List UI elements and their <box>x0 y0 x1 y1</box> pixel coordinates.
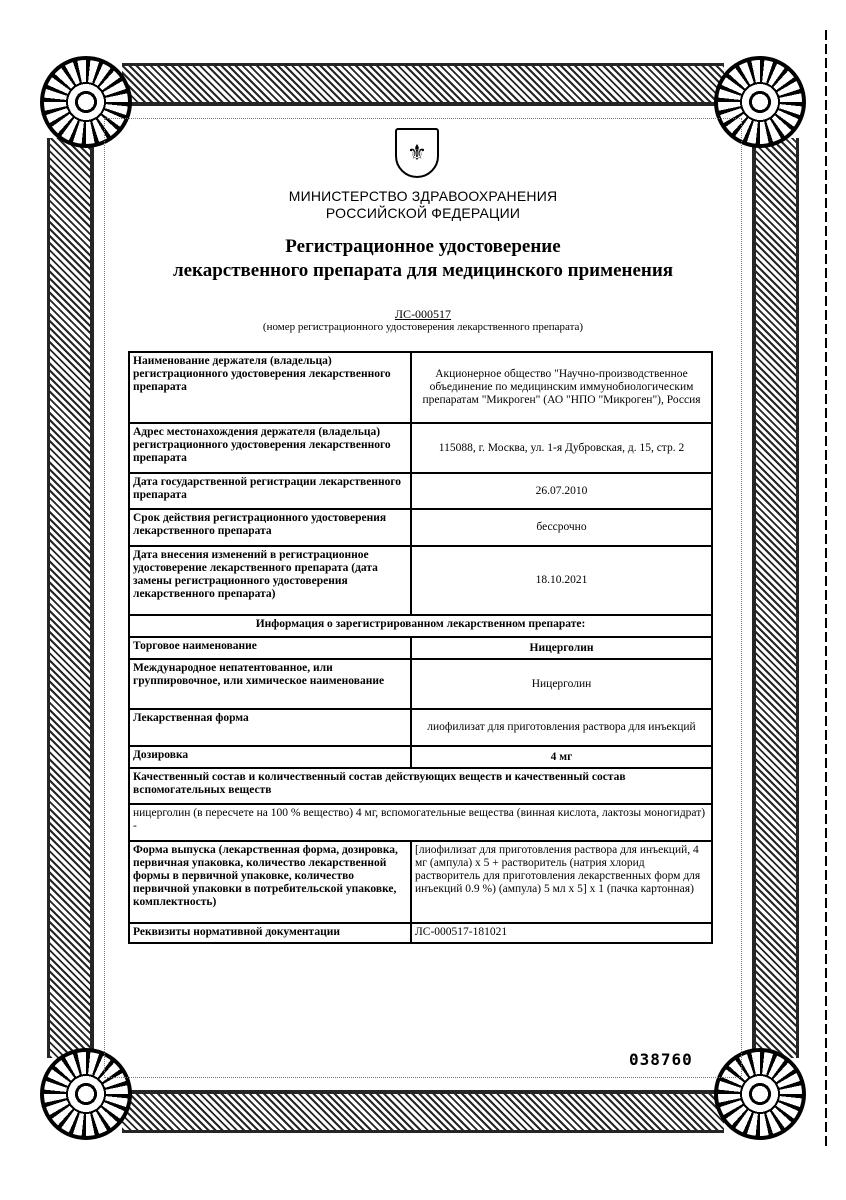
normative-doc-value: ЛС-000517-181021 <box>411 923 712 943</box>
table-row <box>129 659 712 709</box>
release-form-label: Форма выпуска (лекарственная форма, дозировка, первичная упаковка, количество лекарственной формы в первичной упаковке, количество первичной упаковки в потребительской упаковке, комплектность) <box>129 841 411 923</box>
dosage-label: Дозировка <box>129 746 411 768</box>
dosage-form-label: Лекарственная форма <box>129 709 411 746</box>
document-title-line1: Регистрационное удостоверение <box>285 236 561 257</box>
table-row <box>129 509 712 546</box>
serial-number: 038760 <box>629 1050 693 1069</box>
table-row <box>129 352 712 423</box>
ministry-name-line1: МИНИСТЕРСТВО ЗДРАВООХРАНЕНИЯ <box>288 188 558 204</box>
table-row <box>129 709 712 746</box>
normative-doc-label: Реквизиты нормативной документации <box>129 923 411 943</box>
inn-value: Ницерголин <box>411 659 712 709</box>
composition-label: Качественный состав и количественный состав действующих веществ и качественный состав вспомогательных веществ <box>129 768 712 804</box>
dosage-form-value: лиофилизат для приготовления раствора для инъекций <box>411 709 712 746</box>
change-date-value: 18.10.2021 <box>411 546 712 615</box>
inn-label: Международное непатентованное, или группировочное, или химическое наименование <box>129 659 411 709</box>
table-row <box>129 746 712 768</box>
holder-address-label: Адрес местонахождения держателя (владельца) регистрационного удостоверения лекарственного препарата <box>129 423 411 473</box>
registration-date-value: 26.07.2010 <box>411 473 712 509</box>
frame-border-top <box>122 63 724 106</box>
certificate-table <box>128 351 713 944</box>
registration-date-label: Дата государственной регистрации лекарственного препарата <box>129 473 411 509</box>
table-row <box>129 923 712 943</box>
validity-value: бессрочно <box>411 509 712 546</box>
table-row <box>129 841 712 923</box>
table-row <box>129 637 712 659</box>
composition-value: ницерголин (в пересчете на 100 % вещество) 4 мг, вспомогательные вещества (винная кислота, лактозы моногидрат) - <box>129 804 712 841</box>
table-row <box>129 423 712 473</box>
info-section-title: Информация о зарегистрированном лекарственном препарате: <box>129 615 712 637</box>
registration-number-caption: (номер регистрационного удостоверения лекарственного препарата) <box>262 321 584 333</box>
table-row <box>129 546 712 615</box>
trade-name-value: Ницерголин <box>411 637 712 659</box>
holder-address-value: 115088, г. Москва, ул. 1-я Дубровская, д. 15, стр. 2 <box>411 423 712 473</box>
table-row <box>129 768 712 804</box>
ministry-name-line2: РОССИЙСКОЙ ФЕДЕРАЦИИ <box>325 205 521 221</box>
release-form-value: [лиофилизат для приготовления раствора для инъекций, 4 мг (ампула) x 5 + растворитель (натрия хлорид растворитель для приготовления лекарственных форм для инъекций 0.9 %) (ампула) 5 мл x 5] x 1 (пачка картонная) <box>411 841 712 923</box>
coat-of-arms-icon: ⚜ <box>395 128 439 178</box>
registration-number: ЛС-000517 <box>394 307 452 321</box>
frame-border-bottom <box>122 1090 724 1133</box>
trade-name-label: Торговое наименование <box>129 637 411 659</box>
dosage-value: 4 мг <box>411 746 712 768</box>
table-row <box>129 615 712 637</box>
table-row <box>129 804 712 841</box>
table-row <box>129 473 712 509</box>
holder-name-value: Акционерное общество "Научно-производственное объединение по медицинским иммунобиологическим препаратам "Микроген" (АО "НПО "Микроген"), Россия <box>411 352 712 423</box>
holder-name-label: Наименование держателя (владельца) регистрационного удостоверения лекарственного препарата <box>129 352 411 423</box>
document-title-line2: лекарственного препарата для медицинского применения <box>172 260 674 281</box>
validity-label: Срок действия регистрационного удостоверения лекарственного препарата <box>129 509 411 546</box>
change-date-label: Дата внесения изменений в регистрационное удостоверение лекарственного препарата (дата замены регистрационного удостоверения лекарственного препарата) <box>129 546 411 615</box>
